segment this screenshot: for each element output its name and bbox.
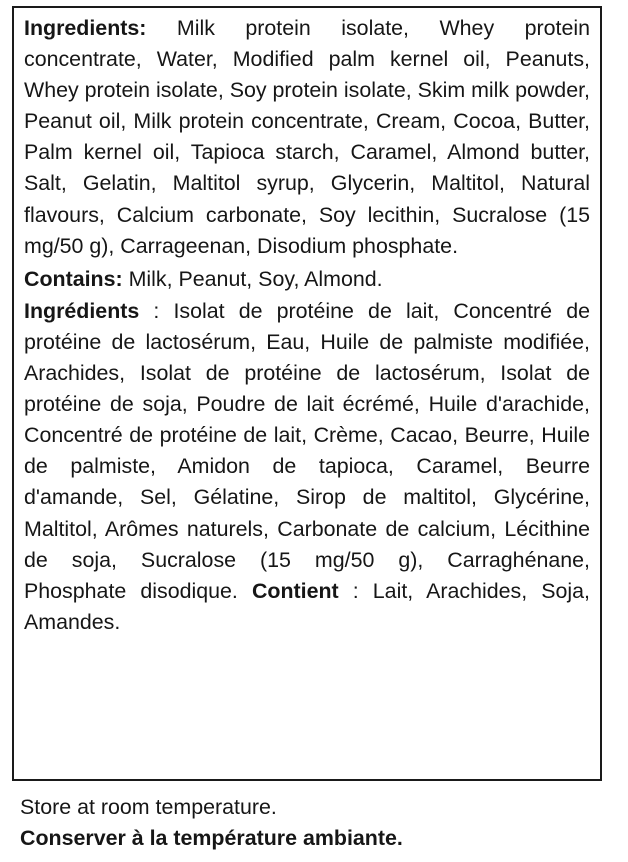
english-ingredients-heading: Ingredients: <box>24 16 147 40</box>
french-contains-heading: Contient <box>251 578 339 603</box>
french-contains-text: Lait, Arachides, Soja, Amandes. <box>24 578 590 634</box>
storage-english: Store at room temperature. <box>20 795 277 819</box>
english-contains-heading: Contains: <box>24 266 123 291</box>
french-ingredients-text: Isolat de protéine de lait, Concentré de protéine de lactosérum, Eau, Huile de palmiste modifiée, Arachides, Isolat de protéine de lactosérum, Isolat de protéine de soja, Poudre de lait écrémé, Huile d'arachide, Concentré de protéine de lait, Crème, Cacao, Beurre, Huile de palmiste, Amidon de tapioca, Caramel, Beurre d'amande, Sel, Gélatine, Sirop de maltitol, Glycérine, Maltitol, Arômes naturels, Carbonate de calcium, Lécithine de soja, Sucralose (15 mg/50 g), Carraghénane, Phosphate disodique. <box>24 298 590 603</box>
french-ingredients-separator: : <box>139 298 174 323</box>
storage-instructions <box>20 792 620 854</box>
english-contains-paragraph <box>24 264 590 295</box>
english-ingredients-text: Milk protein isolate, Whey protein concentrate, Water, Modified palm kernel oil, Peanuts, Whey protein isolate, Soy protein isolate, Skim milk powder, Peanut oil, Milk protein concentrate, Cream, Cocoa, Butter, Palm kernel oil, Tapioca starch, Caramel, Almond butter, Salt, Gelatin, Maltitol syrup, Glycerin, Maltitol, Natural flavours, Calcium carbonate, Soy lecithin, Sucralose (15 mg/50 g), Carrageenan, Disodium phosphate. <box>24 16 590 258</box>
english-ingredients-paragraph <box>24 13 590 262</box>
french-ingredients-paragraph <box>24 296 590 638</box>
english-contains-text: Milk, Peanut, Soy, Almond. <box>128 266 383 291</box>
french-ingredients-heading: Ingrédients <box>24 298 140 323</box>
ingredients-label-box <box>12 6 602 781</box>
storage-french: Conserver à la température ambiante. <box>20 826 403 850</box>
french-contains-separator: : <box>338 578 373 603</box>
